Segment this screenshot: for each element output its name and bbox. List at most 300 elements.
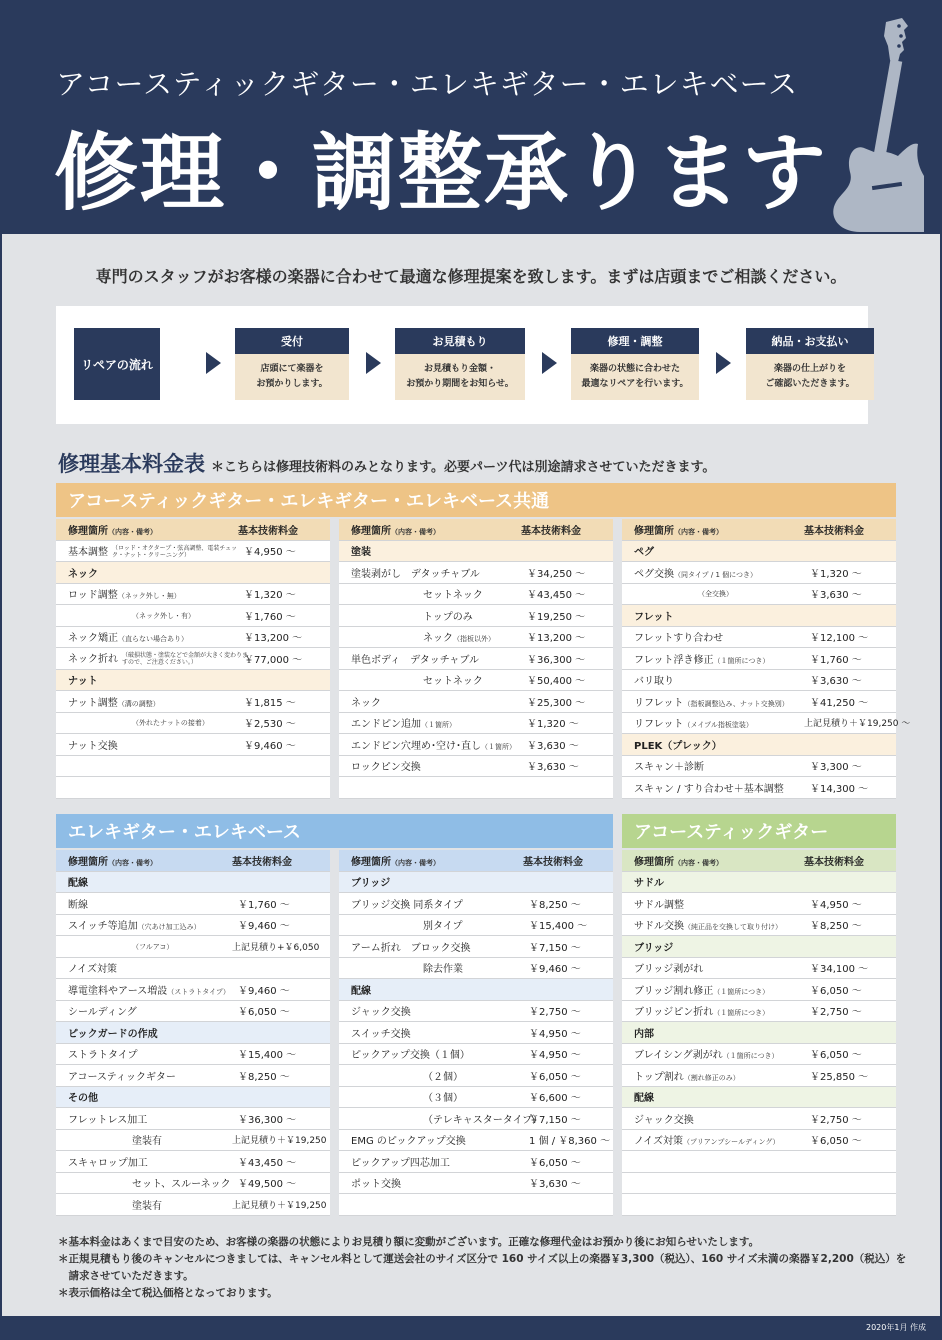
repair-item-note: （破損状態・塗装などで金額が大きく変わりますので、ご注意ください。） (122, 652, 249, 667)
arrow-right-icon (366, 352, 381, 374)
table-row (56, 584, 330, 606)
repair-price: ￥43,450 〜 (527, 590, 586, 602)
repair-item (339, 608, 473, 623)
created-date: 2020年1月 作成 (866, 1323, 926, 1332)
repair-item-name: ジャック交換 (634, 1114, 694, 1126)
table-row (339, 1173, 613, 1195)
repair-item-note: （全交換） (698, 590, 733, 599)
repair-item (56, 1175, 231, 1190)
arrow-right-icon (206, 352, 221, 374)
table-row (339, 756, 613, 778)
repair-item (56, 1046, 138, 1061)
table-row (56, 1001, 330, 1023)
repair-price: ￥6,050 〜 (529, 1157, 581, 1169)
table-row (56, 936, 330, 958)
table-row (622, 1001, 896, 1023)
repair-item-note: （１箇所） (421, 721, 456, 730)
header-subtitle: アコースティックギター・エレキギター・エレキベース (56, 67, 799, 101)
repair-item (622, 780, 784, 795)
header-location-note: （内容・備考） (108, 858, 157, 867)
repair-item-note: （１箇所につき） (713, 656, 770, 665)
table-row (339, 1087, 613, 1109)
category-label: その他 (68, 1093, 98, 1105)
repair-item (622, 960, 703, 975)
repair-item (339, 758, 421, 773)
header-location-label: 修理箇所 (68, 856, 108, 868)
repair-item (622, 715, 753, 730)
repair-price: ￥3,630 〜 (810, 676, 862, 688)
table-empty-row (56, 756, 330, 778)
repair-price: 上記見積り+￥6,050 (232, 942, 320, 953)
table-header-row (56, 850, 330, 872)
repair-item-note: （１箇所につき） (713, 1009, 770, 1018)
header-location (622, 853, 723, 868)
group-banner-common: アコースティックギター・エレキギター・エレキベース共通 (56, 483, 896, 517)
repair-price: ￥50,400 〜 (527, 676, 586, 688)
flow-step-estimate (395, 328, 525, 400)
repair-item-note: （割れ修正のみ） (683, 1073, 740, 1082)
table-row (622, 670, 896, 692)
repair-price: ￥7,150 〜 (529, 942, 581, 954)
header-location (56, 522, 157, 537)
table-category-row (339, 979, 613, 1001)
table-row (622, 777, 896, 799)
repair-price: ￥15,400 〜 (238, 1050, 297, 1062)
repair-item-note: （１箇所） (481, 742, 516, 751)
table-row (339, 605, 613, 627)
repair-item (339, 1111, 542, 1126)
repair-price: 上記見積り＋￥19,250 (232, 1136, 327, 1147)
repair-price: ￥6,050 〜 (810, 1136, 862, 1148)
repair-item-note: （ネック外し・無） (117, 592, 181, 601)
table-category-row (56, 1022, 330, 1044)
repair-price: ￥19,250 〜 (527, 611, 586, 623)
repair-item (622, 1068, 740, 1083)
table-row (622, 958, 896, 980)
table-category-row (622, 734, 896, 756)
table-row (622, 584, 896, 606)
repair-item-note: （１箇所につき） (722, 1052, 779, 1061)
table-row (56, 979, 330, 1001)
header-title: 修理・調整承ります (54, 123, 829, 222)
flow-step-desc: 楽器の仕上がりを ご確認いただきます。 (746, 354, 874, 400)
table-row (339, 562, 613, 584)
repair-price: 上記見積り＋￥19,250 〜 (804, 719, 911, 730)
table-category-row (622, 541, 896, 563)
table-row (56, 1173, 330, 1195)
repair-price: ￥41,250 〜 (810, 697, 869, 709)
table-row (622, 1130, 896, 1152)
repair-item-name: ブリッジピン折れ (634, 1007, 714, 1019)
repair-price: ￥34,100 〜 (810, 964, 869, 976)
repair-item (56, 1111, 147, 1126)
repair-item-name: フレット浮き修正 (634, 654, 714, 666)
repair-price: ￥25,850 〜 (810, 1071, 869, 1083)
repair-item (339, 1003, 411, 1018)
table-row (56, 605, 330, 627)
table-category-row (622, 936, 896, 958)
table-row (56, 1194, 330, 1216)
repair-item (339, 586, 483, 601)
table-empty-row (339, 777, 613, 799)
table-row (339, 1065, 613, 1087)
table-header-row (622, 850, 896, 872)
table-row (622, 1108, 896, 1130)
repair-item-name: ブレイシング剥がれ (634, 1050, 723, 1062)
table-row (622, 713, 911, 735)
table-empty-row (56, 777, 330, 799)
repair-item (56, 629, 188, 644)
repair-item-name: 導電塗料やアース増設 (68, 985, 168, 997)
header-location-note: （内容・備考） (108, 527, 157, 536)
repair-item-name: ナット調整 (68, 697, 118, 709)
table-row (56, 1108, 330, 1130)
repair-item-name: エンドピン穴埋め･空け･直し (351, 740, 481, 752)
table-row (339, 584, 613, 606)
table-row (339, 713, 613, 735)
repair-price: ￥1,760 〜 (244, 611, 296, 623)
table-category-row (56, 1087, 330, 1109)
table-row (339, 1130, 613, 1152)
table-row (56, 713, 330, 735)
table-row (56, 958, 330, 980)
category-label: ブリッジ (351, 878, 391, 890)
category-label: ピックガードの作成 (68, 1028, 158, 1040)
arrow-right-icon (716, 352, 731, 374)
repair-item (339, 1089, 463, 1104)
repair-price: ￥43,450 〜 (238, 1157, 297, 1169)
repair-item (622, 629, 723, 644)
repair-item-note: （フルアコ） (132, 942, 174, 951)
header-location (339, 853, 440, 868)
category-label: ネック (68, 568, 98, 580)
repair-price: ￥3,630 〜 (529, 1179, 581, 1191)
table-category-row (622, 872, 896, 894)
repair-item-name: ポット交換 (351, 1179, 401, 1191)
repair-item (622, 1132, 780, 1147)
header-location-note: （内容・備考） (391, 527, 440, 536)
footnotes (58, 1234, 906, 1302)
repair-price: ￥7,150 〜 (529, 1114, 581, 1126)
table-common-3 (622, 519, 911, 799)
footnote: ＊正規見積もり後のキャンセルにつきましては、キャンセル料として運送会社のサイズ区分で 160 サイズ以上の楽器￥3,300（税込）、160 サイズ未満の楽器￥2,200（税込）を (58, 1253, 907, 1265)
repair-item-name: ストラトタイプ (68, 1050, 138, 1062)
repair-item (339, 672, 483, 687)
header-location-note: （内容・備考） (674, 858, 723, 867)
repair-price: ￥6,600 〜 (529, 1093, 581, 1105)
flow-step-title: 納品・お支払い (746, 328, 874, 354)
repair-price: 1 個 / ￥8,360 〜 (529, 1136, 611, 1148)
table-empty-row (622, 1173, 896, 1195)
repair-item-name: （２個） (423, 1071, 463, 1083)
table-row (622, 1044, 896, 1066)
table-category-row (339, 541, 613, 563)
header-price: 基本技術料金 (523, 856, 583, 868)
repair-item-name: ペグ交換 (634, 568, 674, 580)
category-label: ペグ (634, 547, 654, 559)
repair-item-note: （外れたナットの接着） (132, 719, 209, 728)
category-label: フレット (634, 611, 674, 623)
repair-price: ￥34,250 〜 (527, 568, 586, 580)
table-row (622, 893, 896, 915)
repair-item-name: 断線 (68, 899, 88, 911)
repair-item (339, 1154, 450, 1169)
repair-item-name: フレットすり合わせ (634, 633, 724, 645)
table-row (339, 936, 613, 958)
repair-item (339, 1046, 470, 1061)
table-empty-row (622, 1151, 896, 1173)
repair-item (339, 1068, 463, 1083)
repair-item-name: セット、スルーネック (132, 1179, 231, 1191)
price-table-title (58, 448, 715, 478)
repair-item-note: （同タイプ / 1 個につき） (674, 570, 757, 579)
repair-item (56, 1068, 176, 1083)
repair-item-name: ナット交換 (68, 740, 118, 752)
category-label: PLEK（プレック） (634, 740, 722, 752)
repair-flow (56, 306, 868, 424)
repair-item (56, 941, 173, 952)
header-location-label: 修理箇所 (351, 525, 391, 537)
repair-item (339, 565, 480, 580)
repair-price: ￥9,460 〜 (529, 964, 581, 976)
repair-price: ￥1,815 〜 (244, 697, 296, 709)
repair-item (339, 651, 479, 666)
repair-item (622, 896, 684, 911)
repair-item-name: スキャン / すり合わせ＋基本調整 (634, 783, 784, 795)
table-header-row (339, 519, 613, 541)
table-row (339, 648, 613, 670)
repair-price: ￥3,630 〜 (527, 740, 579, 752)
table-header-row (339, 850, 613, 872)
repair-item-name: ネック矯正 (68, 633, 118, 645)
repair-item-name: リフレット (634, 697, 684, 709)
group-banner-acoustic: アコースティックギター (622, 814, 896, 848)
table-category-row (339, 872, 613, 894)
header-price: 基本技術料金 (804, 525, 864, 537)
repair-item-name: 基本調整 (68, 546, 108, 558)
repair-item-name: ノイズ対策 (68, 964, 117, 976)
repair-item (56, 1197, 162, 1212)
repair-item-name: ロッド調整 (68, 590, 118, 602)
repair-item (339, 737, 516, 752)
repair-item-name: アコースティックギター (68, 1071, 176, 1083)
repair-item-name: トップのみ (423, 611, 473, 623)
repair-item (339, 629, 495, 644)
repair-item (56, 650, 250, 666)
repair-item (622, 982, 769, 997)
repair-item (339, 917, 463, 932)
repair-item-name: ジャック交換 (351, 1007, 411, 1019)
table-row (339, 958, 613, 980)
table-electric-1 (56, 850, 330, 1216)
repair-item-note: （指板以外） (453, 635, 495, 644)
table-row (56, 541, 330, 563)
table-row (339, 691, 613, 713)
category-label: 塗装 (351, 547, 371, 559)
repair-item (56, 543, 240, 559)
repair-item (339, 694, 381, 709)
header-banner (2, 2, 940, 234)
repair-item-name: 別タイプ (423, 921, 463, 933)
repair-price: ￥6,050 〜 (238, 1007, 290, 1019)
repair-price: ￥2,750 〜 (810, 1114, 862, 1126)
repair-item-note: （ストラトタイプ） (167, 987, 230, 996)
repair-item (622, 588, 733, 599)
flow-step-title: お見積もり (395, 328, 525, 354)
table-row (56, 915, 330, 937)
repair-item-name: サドル調整 (634, 899, 684, 911)
flow-step-title: 修理・調整 (571, 328, 699, 354)
repair-item (339, 939, 471, 954)
table-row (56, 691, 330, 713)
section-heading: 修理基本料金表 (58, 452, 205, 476)
repair-price: ￥36,300 〜 (238, 1114, 297, 1126)
intro-text: 専門のスタッフがお客様の楽器に合わせて最適な修理提案を致します。まずは店頭までご相談ください。 (95, 267, 847, 286)
category-label: 内部 (634, 1028, 654, 1040)
table-row (339, 627, 613, 649)
repair-item (622, 565, 757, 580)
repair-price: ￥6,050 〜 (810, 985, 862, 997)
repair-item-name: スイッチ等追加 (68, 921, 138, 933)
table-row (622, 627, 896, 649)
repair-item-note: （指板調整込み、ナット交換別） (683, 699, 789, 708)
repair-item-note: （ロッド・オクターブ・弦高調整、電装チェック・ナット・クリーニング） (112, 544, 238, 559)
repair-item-note: （穴あけ加工込み） (137, 923, 201, 932)
header-price: 基本技術料金 (238, 525, 298, 537)
table-electric-2 (339, 850, 613, 1216)
table-common-1 (56, 519, 330, 799)
table-row (622, 691, 896, 713)
repair-price: ￥36,300 〜 (527, 654, 586, 666)
header-location-label: 修理箇所 (634, 525, 674, 537)
repair-price: ￥4,950 〜 (244, 547, 296, 559)
repair-price: ￥13,200 〜 (527, 633, 586, 645)
repair-item-name: ネック折れ (68, 654, 118, 666)
repair-price: ￥3,630 〜 (810, 590, 862, 602)
header-price: 基本技術料金 (521, 525, 581, 537)
repair-price: ￥1,760 〜 (238, 899, 290, 911)
repair-item-note: （直らない場合あり） (118, 635, 188, 644)
repair-price: ￥77,000 〜 (244, 654, 303, 666)
header-location-note: （内容・備考） (674, 527, 723, 536)
repair-item-name: リフレット (634, 719, 684, 731)
repair-item-note: （プリアンプシールディング） (683, 1138, 780, 1147)
repair-item-note: （純正品を交換して取り付け） (684, 923, 782, 932)
table-row (339, 893, 613, 915)
table-row (56, 1044, 330, 1066)
flow-step-desc: お見積もり金額・ お預かり期間をお知らせ。 (395, 354, 525, 400)
repair-item-name: 塗装剥がし デタッチャブル (351, 568, 480, 580)
footer-bar (2, 1316, 940, 1338)
repair-price: ￥1,320 〜 (244, 590, 296, 602)
table-row (56, 1130, 330, 1152)
repair-item-name: サドル交換 (634, 921, 684, 933)
repair-item (56, 896, 88, 911)
repair-item-name: ブリッジ剥がれ (634, 964, 704, 976)
repair-price: ￥3,300 〜 (810, 762, 862, 774)
table-row (622, 648, 896, 670)
flow-step-title: 受付 (235, 328, 349, 354)
repair-item (56, 1132, 162, 1147)
repair-item (56, 960, 117, 975)
repair-price: ￥1,320 〜 (527, 719, 579, 731)
repair-item (622, 694, 789, 709)
repair-price: ￥13,200 〜 (244, 633, 303, 645)
repair-price: ￥8,250 〜 (529, 899, 581, 911)
category-label: 配線 (351, 985, 371, 997)
table-empty-row (339, 1194, 613, 1216)
table-row (339, 1108, 613, 1130)
table-row (56, 648, 330, 670)
repair-price: ￥9,460 〜 (244, 740, 296, 752)
repair-item (339, 1025, 411, 1040)
repair-item-note: （溝の調整） (117, 699, 160, 708)
repair-item (56, 917, 201, 932)
table-row (622, 1065, 896, 1087)
table-header-row (622, 519, 896, 541)
repair-item (339, 896, 463, 911)
repair-price: ￥9,460 〜 (238, 985, 290, 997)
header-location (56, 853, 157, 868)
repair-item (339, 960, 463, 975)
repair-item-name: スキャン＋診断 (634, 762, 704, 774)
repair-item-name: アーム折れ ブロック交換 (351, 942, 471, 954)
group-banner-electric: エレキギター・エレキベース (56, 814, 613, 848)
table-category-row (622, 605, 896, 627)
header-location-label: 修理箇所 (634, 856, 674, 868)
repair-item-name: 除去作業 (423, 964, 463, 976)
guitar-icon (824, 16, 924, 234)
repair-item (622, 1111, 694, 1126)
category-label: ブリッジ (634, 942, 674, 954)
repair-item-name: （テレキャスタータイプ） (423, 1114, 543, 1126)
table-row (622, 979, 896, 1001)
repair-item-name: ロックピン交換 (351, 762, 421, 774)
repair-item-name: スイッチ交換 (351, 1028, 411, 1040)
repair-price: 上記見積り＋￥19,250 (232, 1200, 327, 1211)
table-row (56, 1151, 330, 1173)
repair-item-name: ピックアップ四芯加工 (351, 1157, 450, 1169)
repair-item-note: （メイプル指板塗装） (683, 721, 753, 730)
repair-item (56, 1003, 137, 1018)
repair-price: ￥2,750 〜 (810, 1007, 862, 1019)
flow-step-reception (235, 328, 349, 400)
repair-price: ￥12,100 〜 (810, 633, 869, 645)
table-empty-row (622, 1194, 896, 1216)
table-acoustic (622, 850, 896, 1216)
header-location (622, 522, 723, 537)
table-row (339, 670, 613, 692)
repair-item-name: ピックアップ交換（１個） (351, 1050, 470, 1062)
repair-price: ￥8,250 〜 (810, 921, 862, 933)
repair-item (56, 610, 195, 621)
repair-item-name: EMG のピックアップ交換 (351, 1136, 466, 1148)
footnote: ＊基本料金はあくまで目安のため、お客様の楽器の状態によりお見積り額に変動がございます。正確な修理代金はお預かり後にお知らせいたします。 (58, 1236, 760, 1248)
repair-price: ￥14,300 〜 (810, 783, 869, 795)
section-note: ＊こちらは修理技術料のみとなります。必要パーツ代は別途請求させていただきます。 (211, 460, 716, 475)
repair-item (622, 1046, 779, 1061)
table-row (339, 734, 613, 756)
table-row (339, 1151, 613, 1173)
repair-price: ￥4,950 〜 (529, 1050, 581, 1062)
repair-price: ￥6,050 〜 (529, 1071, 581, 1083)
table-category-row (56, 562, 330, 584)
header-location-label: 修理箇所 (351, 856, 391, 868)
repair-price: ￥25,300 〜 (527, 697, 586, 709)
footnote: 請求させていただきます。 (58, 1270, 194, 1282)
header-location (339, 522, 440, 537)
repair-price: ￥49,500 〜 (238, 1179, 297, 1191)
